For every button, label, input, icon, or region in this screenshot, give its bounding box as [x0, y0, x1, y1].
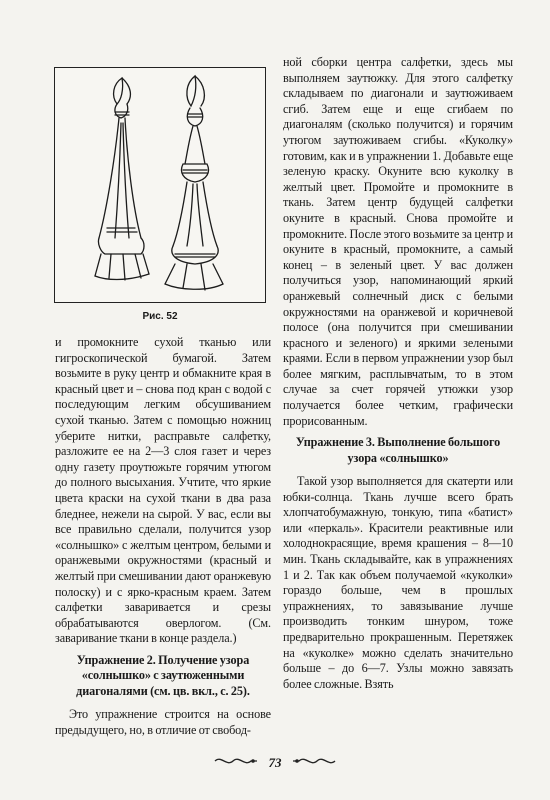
figure-caption: Рис. 52	[142, 311, 178, 322]
exercise-2-heading: Упражнение 2. Получение узора «солнышко» с заутюженными диагоналями (см. цв. вкл., с. 25).	[76, 652, 250, 698]
figure-illustration	[54, 67, 266, 303]
right-paragraph-2: Такой узор выполняется для скатерти или юбки-солнца. Ткань лучше всего брать хлопчатобумажную, тонкую, типа «батист» или «перкаль». Красители реактивные или холоднокрасящие, время крашения – 8—10 мин. Ткань складывайте, как в упражнениях 1 и 2. Так как объем получаемой «куколки» гораздо больше, чем в прошлых упражнениях, то завязывание лучше производить тонким шнуром, тоже предварительно прокрашенным. Перетяжек на «куколке» можно сделать значительно больше – до 6—7. Узлы можно завязать более сложные. Взять	[283, 474, 513, 691]
right-ornament-icon	[291, 755, 337, 771]
right-column	[283, 55, 513, 692]
left-column	[55, 335, 271, 738]
page-footer	[0, 754, 550, 771]
left-ornament-icon	[213, 755, 259, 771]
left-paragraph-2: Это упражнение строится на основе предыдущего, но, в отличие от свобод-	[55, 707, 271, 737]
right-paragraph-1: ной сборки центра салфетки, здесь мы выполняем заутюжку. Для этого салфетку складываем по диагонали и заутюживаем сгиб. Затем еще и еще сгибаем по диагоналям (сколько получится) и горячим утюгом заутюживаем сгибы. «Куколку» готовим, как и в упражнении 1. Добавьте еще зеленую краску. Окуните всю куколку в желтый цвет. Промойте и промокните в ткань. Затем центр будущей салфетки окуните в красный. Снова промойте и промокните. После этого возьмите за центр и окуните в красный, промокните, а самый конец – в зеленый цвет. У вас должен получиться узор, напоминающий яркий оранжевый солнечный диск с белыми окружностями на оранжевой и коричневой полосе (она получится при смешивании красного и зеленого) и яркими зелеными краями. Если в первом упражнении узор был более мягким, расплывчатым, то в этом случае за счет горячей утюжки узор получается более четким, графически прорисованным.	[283, 55, 513, 428]
tied-fabric-drawing	[55, 68, 267, 304]
exercise-3-heading: Упражнение 3. Выполнение большого узора «солнышко»	[295, 435, 501, 465]
page-number: 73	[268, 755, 282, 771]
left-paragraph-1: и промокните сухой тканью или гигроскопической бумагой. Затем возьмите в руку центр и обмакните края в красный цвет и – снова под кран с водой с последующим легким обсушиванием сухой тканью. Затем с помощью ножниц уберите нитки, расправьте салфетку, разложите ее на 2—3 слоя газет и через одну газету проутюжьте горячим утюгом до полного высыхания. Учтите, что яркие цвета краски на сухой ткани в два раза бледнее, нежели на сырой. У вас, если вы все правильно сделали, получится узор «солнышко» с желтым центром, белыми и оранжевыми окружностями (красный и желтый при смешивании дают оранжевую полоску) и с ярко-красным краем. Затем салфетки заваривается и срезы обрабатываются оверлогом. (См. заваривание ткани в конце раздела.)	[55, 335, 271, 646]
